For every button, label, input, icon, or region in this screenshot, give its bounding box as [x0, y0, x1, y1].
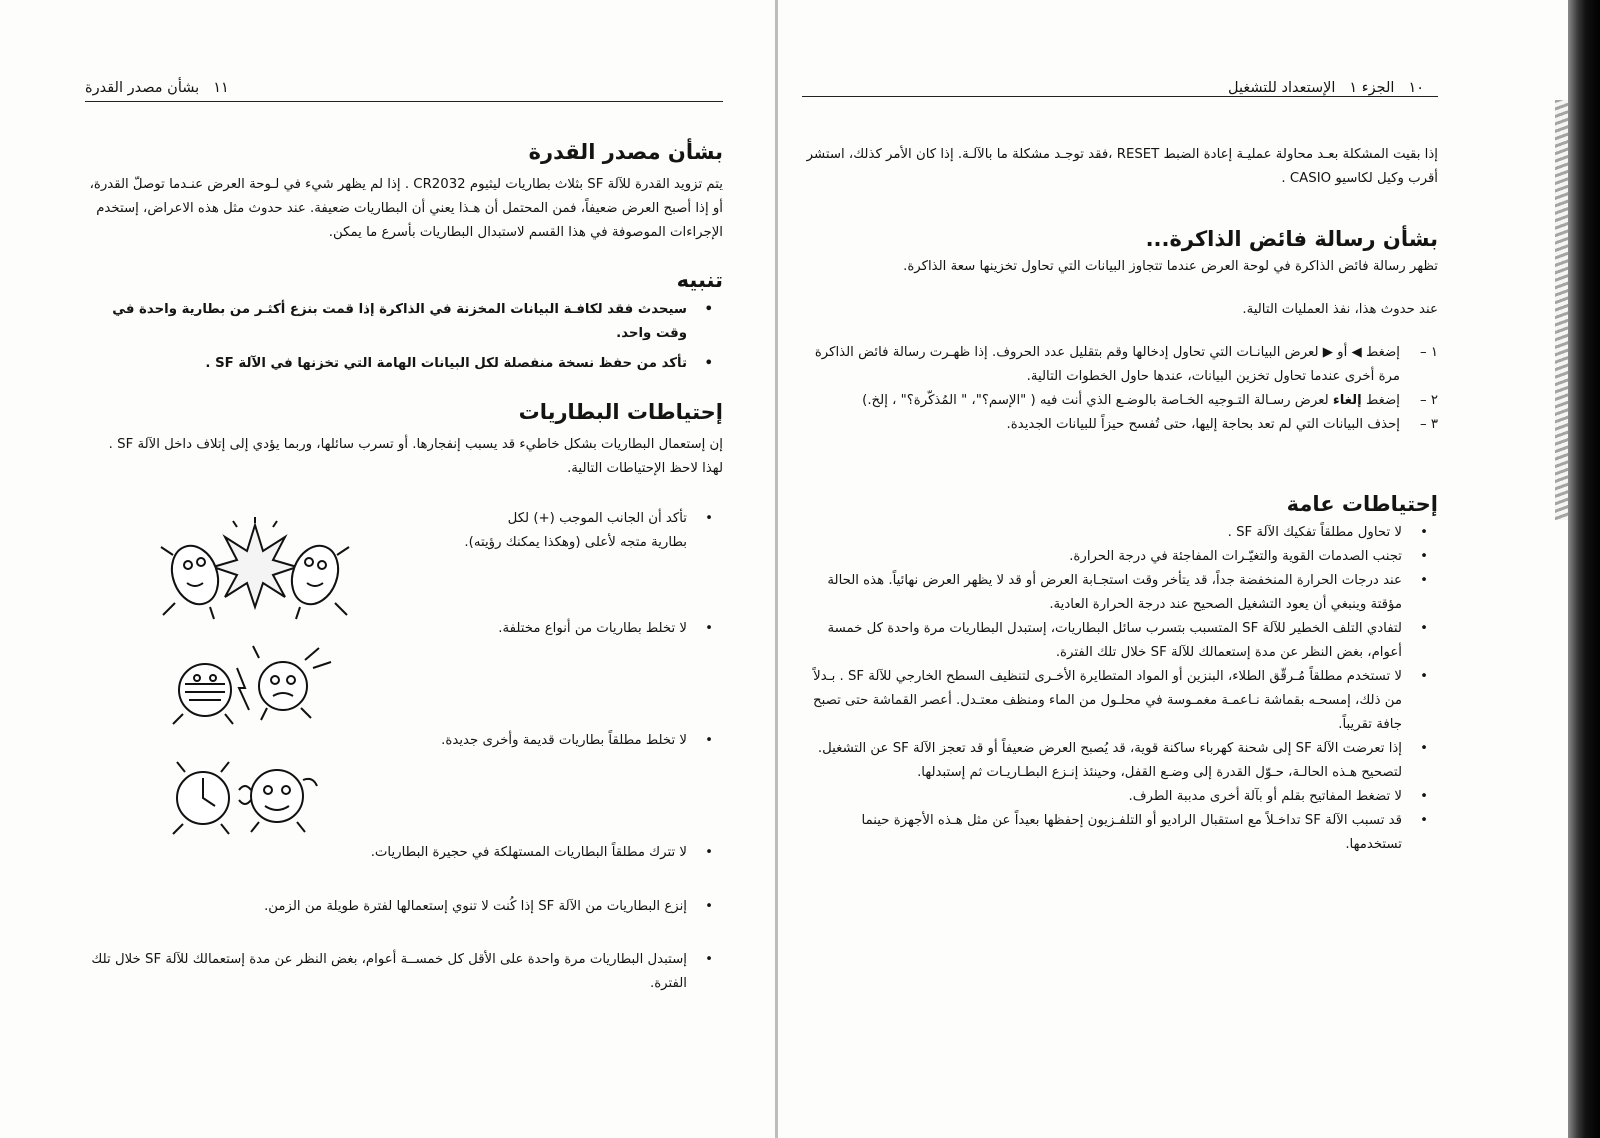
battery-item-6: [86, 948, 723, 996]
right-header-rule: [802, 96, 1438, 97]
list-item: • لا تستخدم مطلقاً مُـرقّق الطلاء، البنزين أو المواد المتطايرة الأخـرى لتنظيف السطح الخارجي للآلة SF . بـدلاً من ذلك، إمسحـه بقماشة نـاعمـة مغمـوسة في محلـول من الماء ومنظف معتـدل. أعصر القماشة حتى تصبح جافة تقريباً.: [802, 665, 1438, 737]
caution-list: [86, 298, 723, 376]
left-header-rule: [85, 101, 723, 102]
left-page-number: ١١: [213, 80, 229, 96]
right-page-number: ١٠: [1408, 80, 1425, 96]
caution-item: • تأكد من حفظ نسخة منفصلة لكل البيانات الهامة التي تخزنها في الآلة SF .: [86, 352, 723, 376]
left-page-header: [85, 80, 229, 96]
battery-section-title: إحتياطات البطاريات: [518, 400, 723, 424]
list-item: • لا تترك مطلقاً البطاريات المستهلكة في حجيرة البطاريات.: [86, 841, 723, 865]
caution-title: تنبيه: [676, 268, 723, 292]
right-page: [778, 0, 1568, 1138]
memory-overflow-body: تظهر رسالة فائض الذاكرة في لوحة العرض عندما تتجاوز البيانات التي تحاول تخزينها سعة الذاكرة.: [903, 259, 1438, 274]
memory-overflow-title: بشأن رسالة فائض الذاكرة...: [1145, 227, 1438, 251]
battery-item-5: [86, 895, 723, 919]
battery-item-4: [86, 841, 723, 865]
reset-intro-paragraph: إذا بقيت المشكلة بعـد محاولة عمليـة إعادة الضبط RESET ،فقد توجـد مشكلة ما بالآلـة. إذا كان الأمر كذلك، استشر أقرب وكيل لكاسيو CASIO .: [806, 147, 1438, 186]
right-header-title: الإستعداد للتشغيل: [1228, 80, 1336, 96]
list-item: • قد تسبب الآلة SF تداخـلاً مع استقبال الراديو أو التلفـزيون إحفظها بعيداً عن مثل هـذه الأجهزة حينما تستخدمها.: [802, 809, 1438, 857]
list-item: • لتفادي التلف الخطير للآلة SF المتسبب بتسرب سائل البطاريات، إستبدل البطاريات مرة واحدة كل خمسة أعوام، بغض النظر عن مدة إستعمالك للآلة SF خلال تلك الفترة.: [802, 617, 1438, 665]
list-item: • إذا تعرضت الآلة SF إلى شحنة كهرباء ساكنة قوية، قد يُصبح العرض ضعيفاً أو قد تعجز الآلة SF عن التشغيل. لتصحيح هـذه الحالـة، حـوّل القدرة إلى وضـع القفل، وحينئذ إنـزع البطـاريـات ثم إستبدلها.: [802, 737, 1438, 785]
general-precautions-list: [802, 521, 1438, 857]
batteries-explosion-illustration: [155, 515, 355, 620]
power-section-title: بشأن مصدر القدرة: [528, 140, 723, 164]
list-item: ٢ – إضغط إلغاء لعرض رسـالة التـوجيه الخـاصة بالوضـع الذي أنت فيه ( "الإسم؟"، " المُذكّرة؟" ، إلخ.): [862, 393, 1438, 408]
list-item: • إنزع البطاريات من الآلة SF إذا كُنت لا تنوي إستعمالها لفترة طويلة من الزمن.: [86, 895, 723, 919]
left-page: [0, 0, 775, 1138]
battery-item-3: [390, 729, 723, 753]
battery-item-2: [390, 617, 723, 641]
list-item: • تجنب الصدمات القوية والتغيّـرات المفاجئة في درجة الحرارة.: [802, 545, 1438, 569]
memory-overflow-lead: عند حدوث هذا، نفذ العمليات التالية.: [1242, 302, 1438, 317]
book-edge-shadow: [1568, 0, 1600, 1138]
mixed-batteries-illustration: [155, 638, 355, 728]
power-section-body: يتم تزويد القدرة للآلة SF بثلاث بطاريات ليثيوم CR2032 . إذا لم يظهر شيء في لـوحة العرض عنـدما توصلّ القدرة، أو إذا أصبح العرض ضعيفاً، فمن المحتمل أن هـذا يعني أن البطاريات ضعيفة. عند حدوث مثل هذه الاعراض، إستخدم الإجراءات الموصوفة في هذا القسم لاستبدال البطاريات بأسرع ما يمكن.: [89, 177, 723, 240]
list-item: • لا تخلط مطلقاً بطاريات قديمة وأخرى جديدة.: [390, 729, 723, 753]
right-page-header: [1228, 80, 1424, 96]
list-item: ١ – إضغط ◀ أو ▶ لعرض البيانـات التي تحاول إدخالها وقم بتقليل عدد الحروف. إذا ظهـرت رسالة فائض الذاكرة مرة أخرى عندما تحاول تخزين البيانات، عندها حاول الخطوات التالية.: [814, 345, 1438, 384]
list-item: • عند درجات الحرارة المنخفضة جداً، قد يتأخر وقت استجـابة العرض أو قد لا يظهر العرض نهائياً. هذه الحالة مؤقتة وينبغي أن يعود التشغيل الصحيح عند درجة الحرارة العادية.: [802, 569, 1438, 617]
list-item: • إستبدل البطاريات مرة واحدة على الأقل كل خمســة أعوام، بغض النظر عن مدة إستعمالك للآلة SF خلال تلك الفترة.: [86, 948, 723, 996]
old-new-batteries-illustration: [155, 750, 355, 840]
list-item: • لا تخلط بطاريات من أنواع مختلفة.: [390, 617, 723, 641]
cancel-key-label: إلغاء: [1332, 393, 1362, 408]
right-header-part: الجزء ١: [1349, 80, 1395, 96]
general-precautions-title: إحتياطات عامة: [1286, 492, 1438, 516]
list-item: • تأكد أن الجانب الموجب (+) لكل بطارية متجه لأعلى (وهكذا يمكنك رؤيته).: [390, 507, 723, 555]
battery-item-1: [390, 507, 723, 555]
memory-overflow-steps: [802, 341, 1438, 437]
caution-item: • سيحدث فقد لكافـة البيانات المخزنة في الذاكرة إذا قمت بنزع أكثـر من بطارية واحدة في وقت واحد.: [86, 298, 723, 346]
list-item: • لا تحاول مطلقاً تفكيك الآلة SF .: [802, 521, 1438, 545]
list-item: • لا تضغط المفاتيح بقلم أو بآلة أخرى مدببة الطرف.: [802, 785, 1438, 809]
list-item: ٣ – إحذف البيانات التي لم تعد بحاجة إليها، حتى تُفسح حيزاً للبيانات الجديدة.: [1006, 417, 1438, 432]
battery-section-body: إن إستعمال البطاريات بشكل خاطيء قد يسبب إنفجارها. أو تسرب سائلها، وربما يؤدي إلى إتلاف داخل الآلة SF . لهذا لاحظ الإحتياطات التالية.: [108, 437, 723, 476]
left-header-title: بشأن مصدر القدرة: [85, 80, 200, 96]
